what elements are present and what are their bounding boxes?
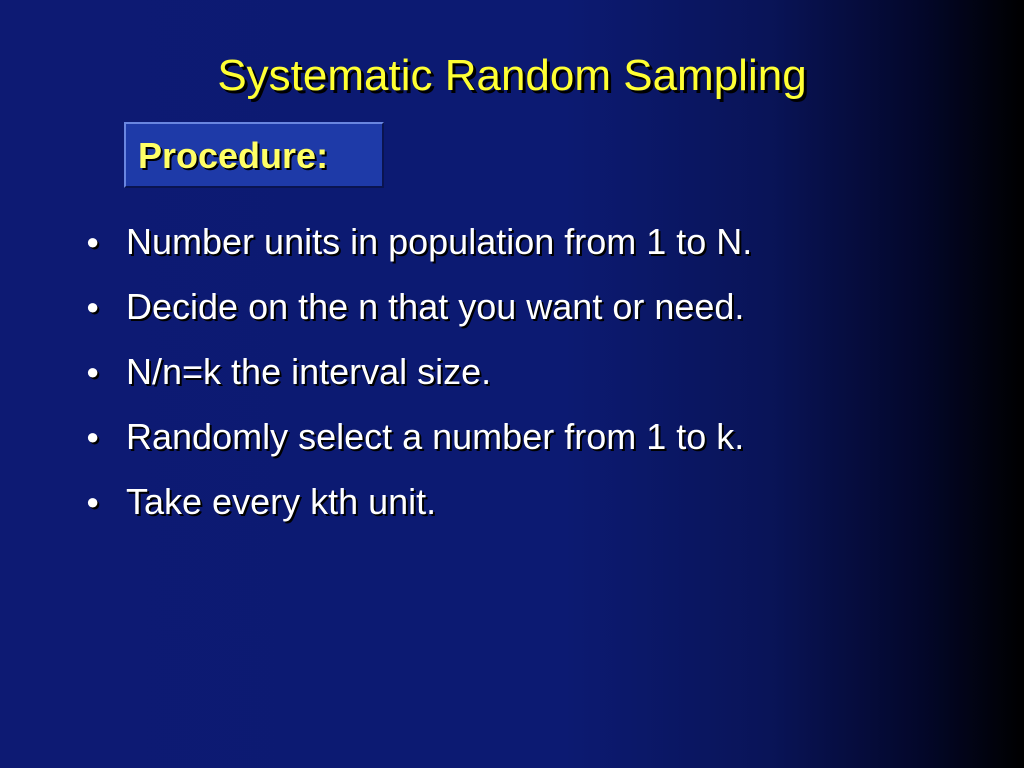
bullet-dot-icon: ●: [86, 489, 100, 514]
bullet-text: Decide on the n that you want or need.: [126, 286, 745, 327]
slide-title: Systematic Random Sampling: [217, 51, 807, 100]
bullet-text: Number units in population from 1 to N.: [126, 221, 753, 262]
bullet-text: Randomly select a number from 1 to k.: [126, 416, 745, 457]
bullet-text: N/n=k the interval size.: [126, 351, 492, 392]
procedure-label: Procedure:: [138, 135, 329, 176]
procedure-box: [124, 122, 384, 188]
bullet-dot-icon: ●: [86, 424, 100, 449]
bullet-text: Take every kth unit.: [126, 481, 437, 522]
bullet-dot-icon: ●: [86, 294, 100, 319]
bullet-dot-icon: ●: [86, 359, 100, 384]
bullet-dot-icon: ●: [86, 229, 100, 254]
